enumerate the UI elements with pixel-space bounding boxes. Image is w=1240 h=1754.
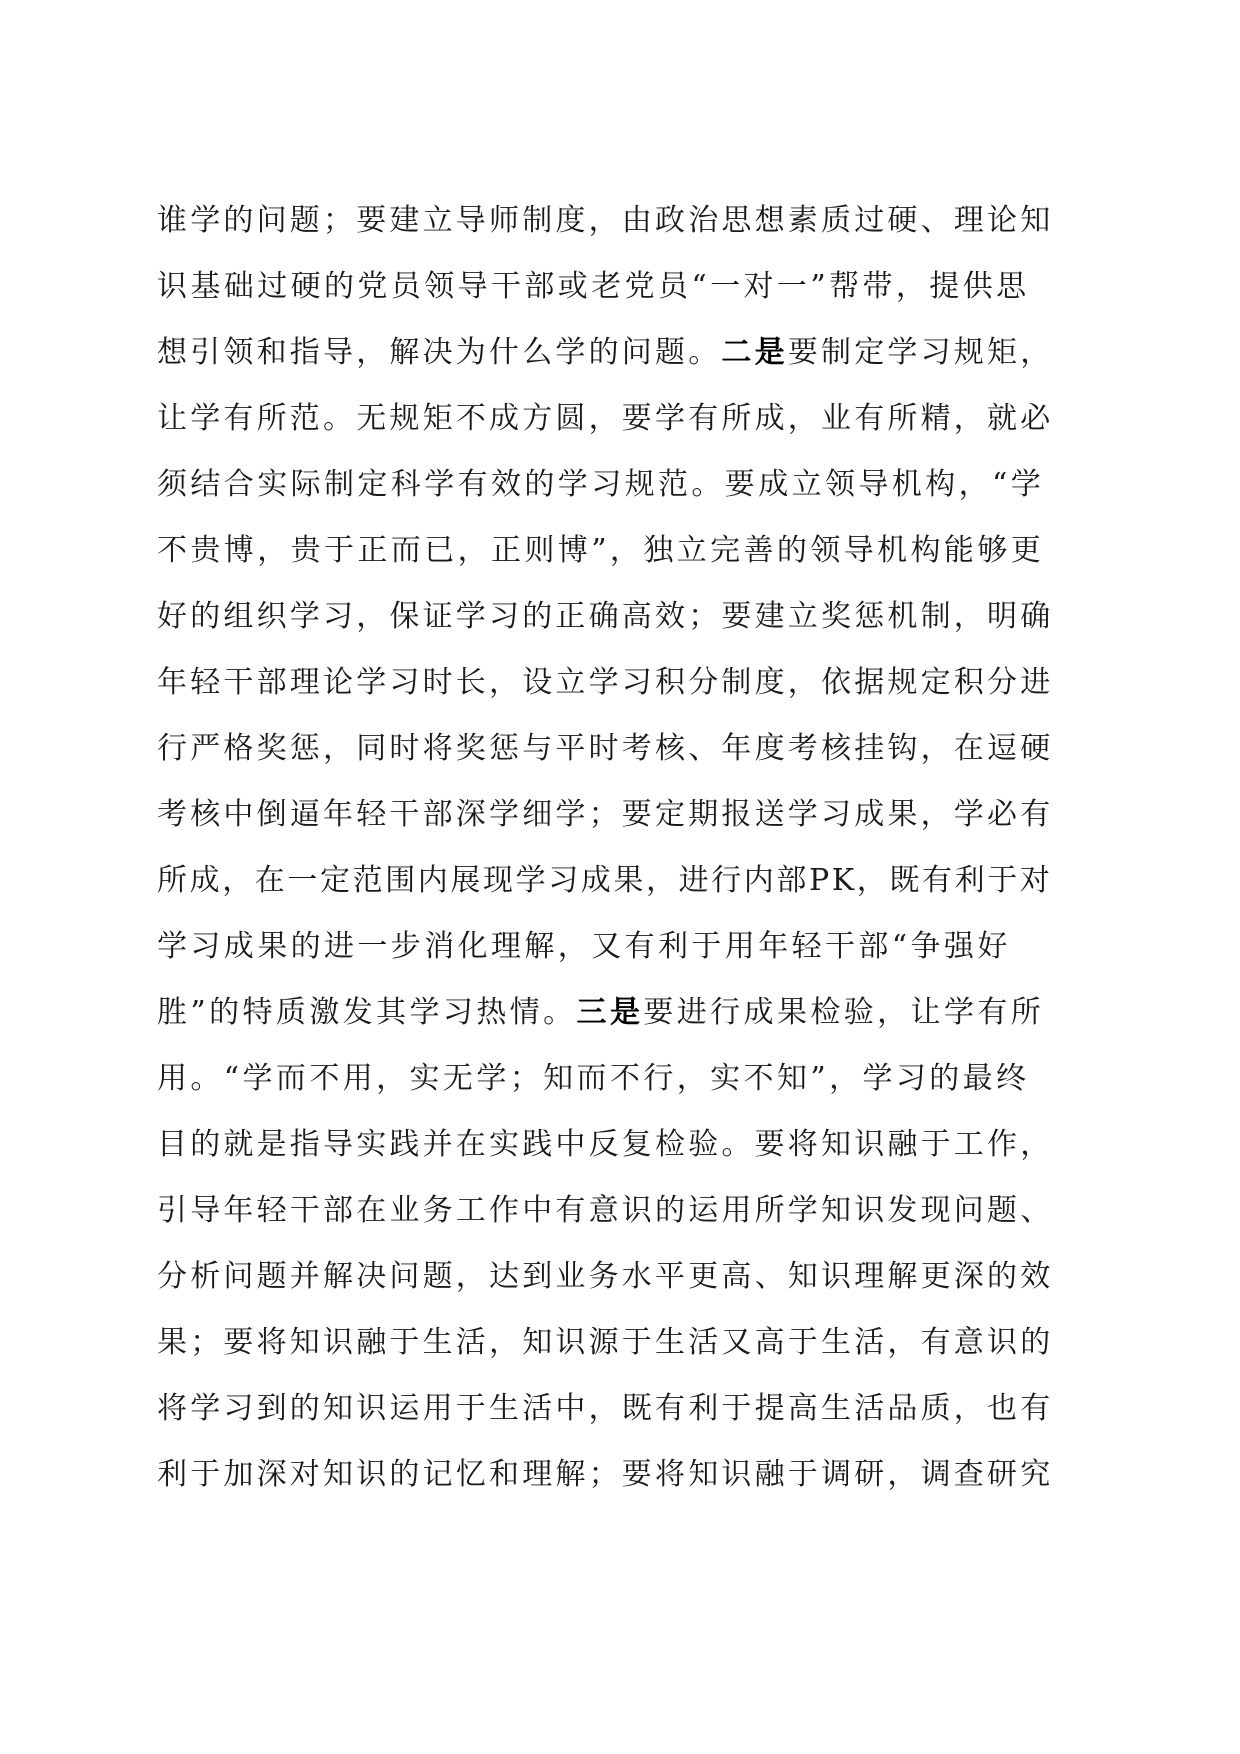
text-line [157, 1178, 1057, 1244]
text-segment: 胜”的特质激发其学习热情。 [157, 995, 577, 1030]
text-line [157, 254, 1057, 320]
text-line [157, 518, 1057, 584]
text-segment: 用。“学而不用，实无学；知而不行，实不知”，学习的最终 [157, 1061, 1030, 1096]
text-segment: 好的组织学习，保证学习的正确高效；要建立奖惩机制，明确 [157, 599, 1054, 634]
text-line [157, 320, 1057, 386]
text-segment: 学习成果的进一步消化理解，又有利于用年轻干部“争强好 [157, 929, 1011, 964]
text-line [157, 1310, 1057, 1376]
text-segment: 谁学的问题；要建立导师制度，由政治思想素质过硬、理论知 [157, 203, 1054, 238]
text-segment: 识基础过硬的党员领导干部或老党员“一对一”帮带，提供思 [157, 269, 1030, 304]
text-line [157, 1376, 1057, 1442]
text-line [157, 452, 1057, 518]
text-line [157, 650, 1057, 716]
text-line [157, 386, 1057, 452]
emphasis-text: 二是 [721, 335, 788, 370]
text-segment: 果；要将知识融于生活，知识源于生活又高于生活，有意识的 [157, 1325, 1054, 1360]
text-segment: 所成，在一定范围内展现学习成果，进行内部PK，既有利于对 [157, 863, 1053, 898]
text-line [157, 1244, 1057, 1310]
text-segment: 引导年轻干部在业务工作中有意识的运用所学知识发现问题、 [157, 1193, 1054, 1228]
text-line [157, 848, 1057, 914]
text-segment: 要制定学习规矩， [787, 335, 1054, 370]
text-line [157, 1046, 1057, 1112]
text-segment: 利于加深对知识的记忆和理解；要将知识融于调研，调查研究 [157, 1457, 1054, 1492]
text-line [157, 1112, 1057, 1178]
text-line [157, 914, 1057, 980]
text-line [157, 1442, 1057, 1508]
text-segment: 考核中倒逼年轻干部深学细学；要定期报送学习成果，学必有 [157, 797, 1054, 832]
text-segment: 目的就是指导实践并在实践中反复检验。要将知识融于工作， [157, 1127, 1054, 1162]
text-segment: 想引领和指导，解决为什么学的问题。 [157, 335, 722, 370]
text-segment: 行严格奖惩，同时将奖惩与平时考核、年度考核挂钩，在逗硬 [157, 731, 1054, 766]
text-line [157, 188, 1057, 254]
text-line [157, 584, 1057, 650]
text-segment: 将学习到的知识运用于生活中，既有利于提高生活品质，也有 [157, 1391, 1054, 1426]
text-segment: 须结合实际制定科学有效的学习规范。要成立领导机构，“学 [157, 467, 1045, 502]
text-segment: 不贵博，贵于正而已，正则博”，独立完善的领导机构能够更 [157, 533, 1045, 568]
body-text [157, 188, 1057, 1508]
text-line [157, 716, 1057, 782]
emphasis-text: 三是 [576, 995, 644, 1030]
text-segment: 要进行成果检验，让学有所 [643, 995, 1045, 1030]
text-segment: 年轻干部理论学习时长，设立学习积分制度，依据规定积分进 [157, 665, 1054, 700]
text-line [157, 980, 1057, 1046]
text-segment: 让学有所范。无规矩不成方圆，要学有所成，业有所精，就必 [157, 401, 1054, 436]
text-line [157, 782, 1057, 848]
text-segment: 分析问题并解决问题，达到业务水平更高、知识理解更深的效 [157, 1259, 1054, 1294]
